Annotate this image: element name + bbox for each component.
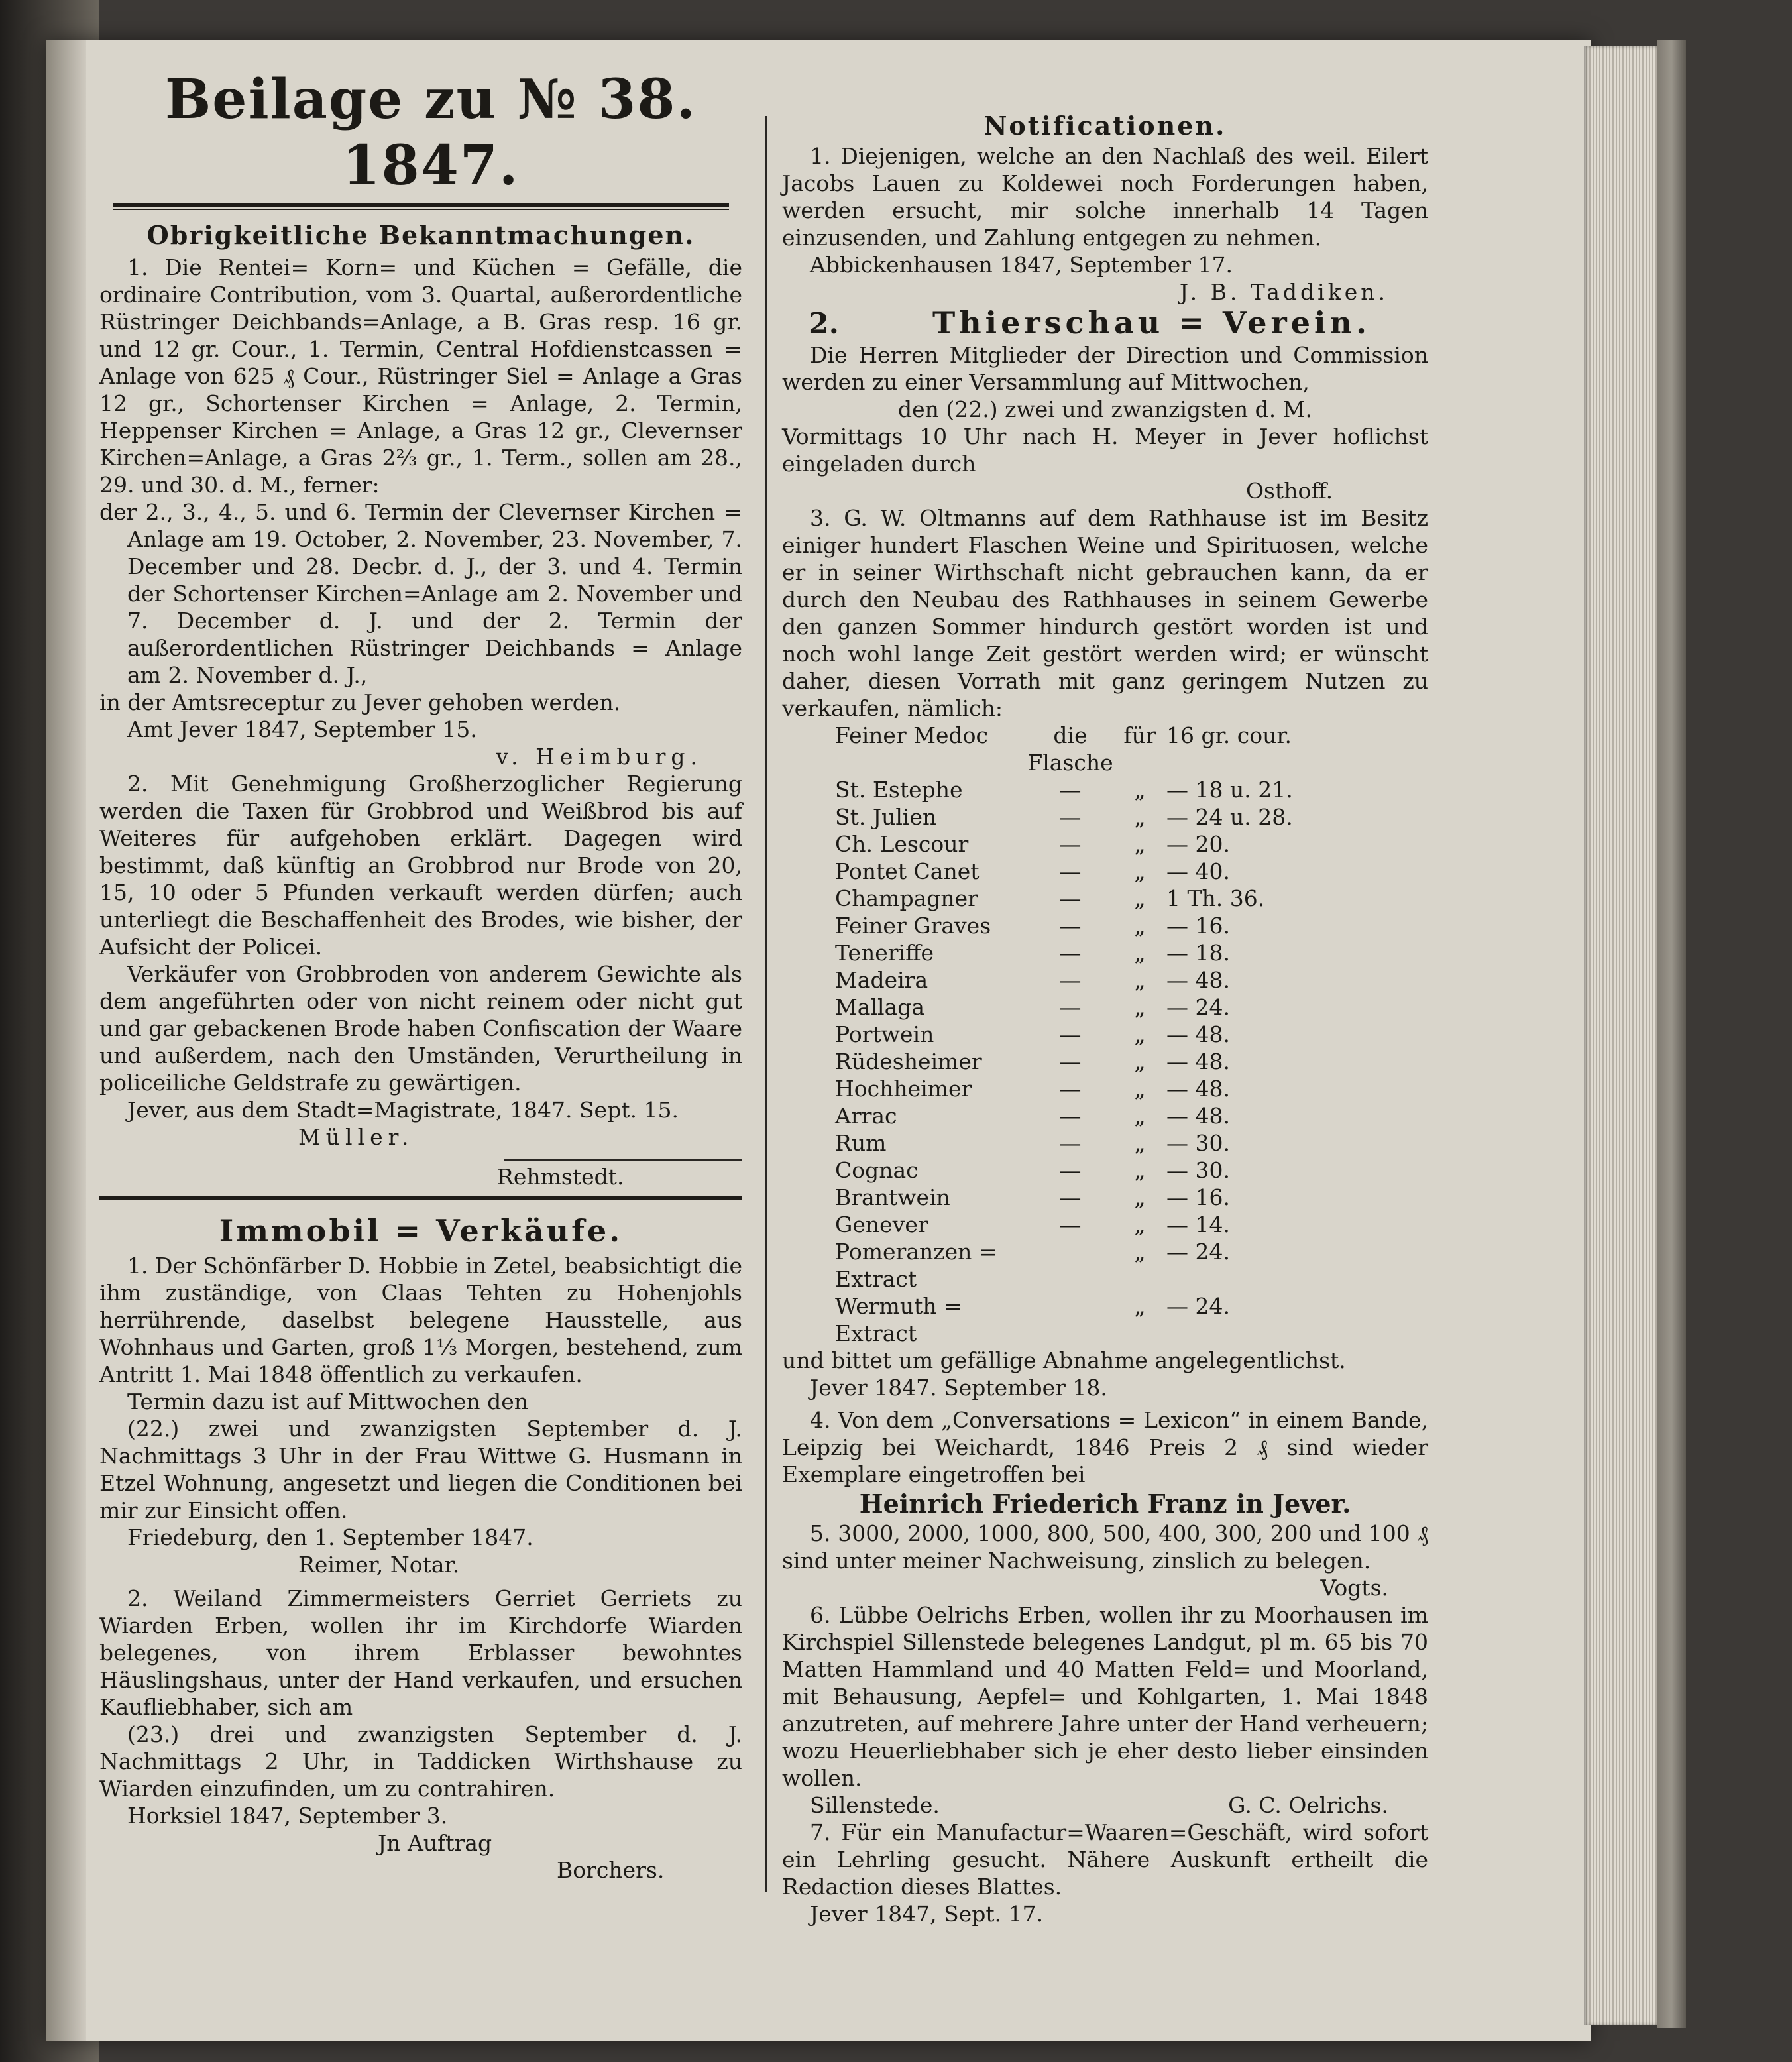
price-item-unit: — xyxy=(1059,1049,1082,1074)
price-item-price: — 16. xyxy=(1166,1184,1230,1210)
price-item-ditto: „ xyxy=(1134,1212,1146,1237)
price-item-unit: — xyxy=(1059,1184,1082,1210)
masthead-rule xyxy=(113,203,729,210)
price-row xyxy=(835,803,1428,831)
notice-r2-number: 2. xyxy=(809,307,839,341)
price-row xyxy=(835,1211,1428,1238)
price-item-name: Arrac xyxy=(835,1103,897,1129)
price-item-name: Brantwein xyxy=(835,1184,950,1210)
left-column xyxy=(99,66,742,1884)
price-item-price: — 24 u. 28. xyxy=(1166,804,1293,830)
price-item-unit: — xyxy=(1059,1076,1082,1102)
notice-r4-signature: Heinrich Friederich Franz in Jever. xyxy=(859,1489,1351,1518)
notice-r3: 3. G. W. Oltmanns auf dem Rathhause ist im Besitz einiger hundert Flaschen Weine und Spirituosen, welche er in seiner Wirthschaft nicht gebrauchen kann, da er durch den Neubau des Rathhauses in seinem Gewerbe den ganzen Sommer hindurch gestört worden ist und noch wohl lange Zeit gestört werden wird; er wünscht daher, diesen Vorrath mit ganz geringem Nutzen zu verkaufen, nämlich: xyxy=(782,505,1428,721)
notice-r2-signature: Osthoff. xyxy=(1246,478,1333,504)
price-item-price: — 16. xyxy=(1166,913,1230,939)
price-item-ditto: „ xyxy=(1134,1021,1146,1047)
price-item-ditto: „ xyxy=(1134,1157,1146,1183)
price-item-price: — 18 u. 21. xyxy=(1166,777,1293,803)
sale-1-place: Friedeburg, den 1. September 1847. xyxy=(127,1524,533,1550)
right-column xyxy=(782,109,1428,1927)
price-item-price: — 24. xyxy=(1166,994,1230,1020)
price-item-name: Feiner Medoc xyxy=(835,722,989,748)
price-item-ditto: „ xyxy=(1134,1130,1146,1156)
price-item-price: — 48. xyxy=(1166,967,1230,993)
price-item-name: Rum xyxy=(835,1130,887,1156)
notice-r3-place: Jever 1847. September 18. xyxy=(810,1375,1107,1401)
sale-1-signature: Reimer, Notar. xyxy=(298,1552,460,1577)
price-item-name: St. Julien xyxy=(835,804,937,830)
price-item-ditto: „ xyxy=(1134,1239,1146,1265)
price-row xyxy=(835,1238,1428,1292)
price-item-name: Rüdesheimer xyxy=(835,1049,982,1074)
price-item-unit: — xyxy=(1059,804,1082,830)
price-item-name: Portwein xyxy=(835,1021,934,1047)
price-item-unit: — xyxy=(1059,1103,1082,1129)
price-item-ditto: „ xyxy=(1134,858,1146,884)
price-item-name: Mallaga xyxy=(835,994,925,1020)
price-item-price: 1 Th. 36. xyxy=(1166,886,1265,911)
sale-1-date: (22.) zwei und zwanzigsten September d. J. Nachmittags 3 Uhr in der Frau Wittwe G. Husmann in Etzel Wohnung, angesetzt und liegen die Conditionen bei mir zur Einsicht offen. xyxy=(99,1416,742,1523)
price-item-unit: — xyxy=(1059,858,1082,884)
price-item-ditto: „ xyxy=(1134,831,1146,857)
price-item-unit: — xyxy=(1059,994,1082,1020)
price-item-name: Ch. Lescour xyxy=(835,831,969,857)
price-item-ditto: „ xyxy=(1134,967,1146,993)
notice-r2: Die Herren Mitglieder der Direction und Commission werden zu einer Versammlung auf Mittwochen, xyxy=(782,342,1428,395)
price-item-price: — 48. xyxy=(1166,1103,1230,1129)
price-item-price: — 18. xyxy=(1166,940,1230,966)
price-list xyxy=(782,722,1428,1347)
sale-1-term: Termin dazu ist auf Mittwochen den xyxy=(127,1389,529,1414)
price-item-unit: — xyxy=(1059,886,1082,911)
price-item-name: Pomeranzen = Extract xyxy=(835,1239,997,1292)
price-item-price: — 14. xyxy=(1166,1212,1230,1237)
price-row xyxy=(835,994,1428,1021)
price-item-price: — 24. xyxy=(1166,1293,1230,1319)
price-item-unit: die Flasche xyxy=(1027,722,1113,775)
price-item-ditto: „ xyxy=(1134,1049,1146,1074)
price-item-name: Madeira xyxy=(835,967,928,993)
book-cover-edge xyxy=(1657,40,1686,2028)
price-item-ditto: „ xyxy=(1134,1076,1146,1102)
sale-2: 2. Weiland Zimmermeisters Gerriet Gerriets zu Wiarden Erben, wollen ihr im Kirchdorfe Wiarden belegenes, von ihrem Erblasser bewohntes Häuslingshaus, unter der Hand verkaufen, und ersuchen Kaufliebhaber, sich am xyxy=(99,1585,742,1720)
price-item-name: Hochheimer xyxy=(835,1076,972,1102)
column-divider xyxy=(765,116,767,1892)
price-item-ditto: „ xyxy=(1134,994,1146,1020)
sale-2-date: (23.) drei und zwanzigsten September d. J. Nachmittags 2 Uhr, in Taddicken Wirthshause zu Wiarden einzufinden, um zu contrahiren. xyxy=(99,1721,742,1802)
price-row xyxy=(835,1075,1428,1102)
price-item-price: — 40. xyxy=(1166,858,1230,884)
notice-r3-end: und bittet um gefällige Abnahme angelegentlichst. xyxy=(782,1347,1346,1373)
notice-r6-footer xyxy=(782,1792,1428,1819)
sale-1: 1. Der Schönfärber D. Hobbie in Zetel, beabsichtigt die ihm zuständige, von Claas Tehten zu Hohenjohls herrührende, daselbst belegene Hausstelle, aus Wohnhaus und Garten, groß 1⅓ Morgen, bestehend, zum Antritt 1. Mai 1848 öffentlich zu verkaufen. xyxy=(99,1253,742,1387)
notice-2-place: Jever, aus dem Stadt=Magistrate, 1847. Sept. 15. xyxy=(127,1097,679,1123)
price-item-unit: — xyxy=(1059,777,1082,803)
price-item-unit xyxy=(1027,1292,1113,1347)
price-item-ditto: „ xyxy=(1134,1293,1146,1319)
notice-2: 2. Mit Genehmigung Großherzoglicher Regierung werden die Taxen für Grobbrod und Weißbrod bis auf Weiteres für aufgehoben erklärt. Dagegen wird bestimmt, daß künftig an Grobbrod nur Brode von 20, 15, 10 oder 5 Pfunden verkauft werden dürfen; auch unterliegt die Beschaffenheit des Brodes, wie bisher, der Aufsicht der Policei. xyxy=(99,771,742,960)
price-item-name: St. Estephe xyxy=(835,777,963,803)
price-row xyxy=(835,1021,1428,1048)
price-item-ditto: „ xyxy=(1134,940,1146,966)
sale-2-signature-b: Borchers. xyxy=(557,1857,665,1883)
price-item-unit: — xyxy=(1059,967,1082,993)
notice-1-end: in der Amtsreceptur zu Jever gehoben werden. xyxy=(99,689,621,715)
price-row xyxy=(835,1129,1428,1157)
price-row xyxy=(835,1292,1428,1347)
price-item-price: — 48. xyxy=(1166,1021,1230,1047)
price-item-name: Genever xyxy=(835,1212,928,1237)
notice-r6: 6. Lübbe Oelrichs Erben, wollen ihr zu Moorhausen im Kirchspiel Sillenstede belegenes Landgut, pl m. 65 bis 70 Matten Hammland und 40 Matten Feld= und Moorland, mit Behausung, Aepfel= und Kohlgarten, 1. Mai 1848 anzutreten, auf mehrere Jahre unter der Hand verheuern; wozu Heuerliebhaber sich je eher desto lieber einsinden wollen. xyxy=(782,1602,1428,1791)
price-item-unit: — xyxy=(1059,940,1082,966)
signature-rule xyxy=(504,1159,742,1161)
price-item-ditto: „ xyxy=(1134,804,1146,830)
price-row xyxy=(835,1048,1428,1075)
price-item-price: — 48. xyxy=(1166,1076,1230,1102)
price-row xyxy=(835,1157,1428,1184)
price-row xyxy=(835,912,1428,939)
notice-2-signature-2: Rehmstedt. xyxy=(497,1164,624,1190)
notice-1-schedule: der 2., 3., 4., 5. und 6. Termin der Clevernser Kirchen = Anlage am 19. October, 2. November, 23. November, 7. December und 28. Decbr. d. J., der 3. und 4. Termin der Schortenser Kirchen=Anlage am 2. November und 7. December d. J. und der 2. Termin der außerordentlichen Rüstringer Deichbands = Anlage am 2. November d. J., xyxy=(99,499,742,688)
sale-2-signature-a: Jn Auftrag xyxy=(378,1830,492,1856)
notice-1-place: Amt Jever 1847, September 15. xyxy=(127,716,477,742)
price-row xyxy=(835,939,1428,966)
masthead-title: Beilage zu № 38. 1847. xyxy=(164,68,697,198)
notice-r7: 7. Für ein Manufactur=Waaren=Geschäft, wird sofort ein Lehrling gesucht. Nähere Auskunft ertheilt die Redaction dieses Blattes. xyxy=(782,1819,1428,1900)
price-item-unit: — xyxy=(1059,1021,1082,1047)
price-item-price: — 48. xyxy=(1166,1049,1230,1074)
price-item-name: Teneriffe xyxy=(835,940,934,966)
section-rule xyxy=(99,1196,742,1200)
price-item-ditto: „ xyxy=(1134,886,1146,911)
price-row xyxy=(835,1184,1428,1211)
notice-r2-title: Thierschau = Verein. xyxy=(932,305,1371,341)
notice-r1-signature: J. B. Taddiken. xyxy=(1179,279,1388,305)
price-item-name: Champagner xyxy=(835,886,978,911)
notice-r2-heading xyxy=(782,305,1428,341)
notice-r6-signature: G. C. Oelrichs. xyxy=(1228,1792,1388,1818)
price-row xyxy=(835,858,1428,885)
price-item-unit xyxy=(1027,1238,1113,1292)
price-item-price: — 20. xyxy=(1166,831,1230,857)
price-item-ditto: „ xyxy=(1134,1184,1146,1210)
price-item-ditto: „ xyxy=(1134,1103,1146,1129)
price-item-price: — 24. xyxy=(1166,1239,1230,1265)
notice-r1: 1. Diejenigen, welche an den Nachlaß des weil. Eilert Jacobs Lauen zu Koldewei noch Forderungen haben, werden ersucht, mir solche innerhalb 14 Tagen einzusenden, und Zahlung entgegen zu nehmen. xyxy=(782,143,1428,251)
facing-page-edge xyxy=(46,40,86,2041)
price-row xyxy=(835,831,1428,858)
notice-r6-place: Sillenstede. xyxy=(810,1792,940,1818)
notice-r7-place: Jever 1847, Sept. 17. xyxy=(810,1901,1044,1927)
price-row xyxy=(835,1102,1428,1129)
notice-r4: 4. Von dem „Conversations = Lexicon“ in einem Bande, Leipzig bei Weichardt, 1846 Preis 2 ₰ sind wieder Exemplare eingetroffen bei xyxy=(782,1407,1428,1487)
price-row xyxy=(835,722,1428,776)
price-item-unit: — xyxy=(1059,1212,1082,1237)
price-row xyxy=(835,966,1428,994)
price-item-ditto: „ xyxy=(1134,913,1146,939)
price-item-name: Wermuth = Extract xyxy=(835,1293,962,1346)
notice-1: 1. Die Rentei= Korn= und Küchen = Gefälle, die ordinaire Contribution, vom 3. Quartal, außerordentliche Rüstringer Deichbands=Anlage, a B. Gras resp. 16 gr. und 12 gr. Cour., 1. Termin, Central Hofdienstcassen = Anlage von 625 ₰ Cour., Rüstringer Siel = Anlage a Gras 12 gr., Schortenser Kirchen = Anlage, 2. Termin, Heppenser Kirchen = Anlage, a Gras 12 gr., Clevernser Kirchen=Anlage, a Gras 2⅔ gr., 1. Term., sollen am 28., 29. und 30. d. M., ferner: xyxy=(99,255,742,498)
price-item-ditto: für xyxy=(1123,722,1156,748)
price-item-unit: — xyxy=(1059,913,1082,939)
price-row xyxy=(835,776,1428,803)
section-heading-notifications: Notificationen. xyxy=(983,111,1227,141)
notice-r2-date: den (22.) zwei und zwanzigsten d. M. xyxy=(898,396,1312,422)
notice-r5: 5. 3000, 2000, 1000, 800, 500, 400, 300, 200 und 100 ₰ sind unter meiner Nachweisung, zinslich zu belegen. xyxy=(782,1520,1428,1574)
price-item-name: Pontet Canet xyxy=(835,858,980,884)
price-item-name: Feiner Graves xyxy=(835,913,991,939)
sale-2-place: Horksiel 1847, September 3. xyxy=(127,1803,448,1829)
price-item-price: — 30. xyxy=(1166,1157,1230,1183)
notice-r5-signature: Vogts. xyxy=(1320,1575,1388,1601)
section-heading-immobil: Immobil = Verkäufe. xyxy=(219,1213,623,1249)
price-item-ditto: „ xyxy=(1134,777,1146,803)
price-item-price: 16 gr. cour. xyxy=(1166,722,1292,748)
page-stack-edge xyxy=(1584,46,1657,2025)
notice-2-signature: Müller. xyxy=(298,1124,414,1150)
price-item-unit: — xyxy=(1059,1130,1082,1156)
section-heading-official: Obrigkeitliche Bekanntmachungen. xyxy=(146,220,695,250)
price-item-unit: — xyxy=(1059,1157,1082,1183)
price-row xyxy=(835,885,1428,912)
price-item-unit: — xyxy=(1059,831,1082,857)
notice-2-cont: Verkäufer von Grobbroden von anderem Gewichte als dem angeführten oder von nicht reinem oder nicht gut und gar gebackenen Brode haben Confiscation der Waare und außerdem, nach den Umständen, Verurtheilung in policeiliche Geldstrafe zu gewärtigen. xyxy=(99,961,742,1096)
price-item-price: — 30. xyxy=(1166,1130,1230,1156)
price-item-name: Cognac xyxy=(835,1157,919,1183)
notice-1-signature: v. Heimburg. xyxy=(496,744,702,770)
notice-r1-place: Abbickenhausen 1847, September 17. xyxy=(810,252,1233,278)
notice-r2-cont: Vormittags 10 Uhr nach H. Meyer in Jever hoflichst eingeladen durch xyxy=(782,424,1428,477)
